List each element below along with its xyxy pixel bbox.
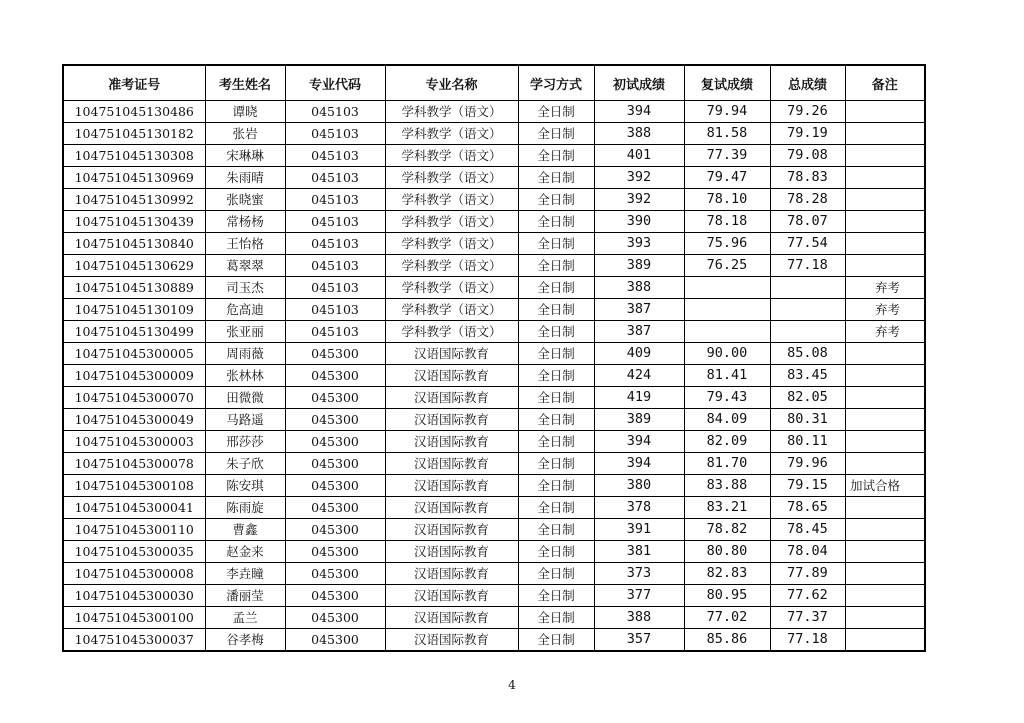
exam-id-cell: 104751045300108 bbox=[63, 475, 205, 497]
study-mode-cell: 全日制 bbox=[518, 145, 594, 167]
exam-id-cell: 104751045300035 bbox=[63, 541, 205, 563]
major-code-cell: 045300 bbox=[285, 409, 385, 431]
retest-score-cell: 80.95 bbox=[684, 585, 770, 607]
major-code-cell: 045300 bbox=[285, 431, 385, 453]
exam-id-cell: 104751045300110 bbox=[63, 519, 205, 541]
name-cell: 葛翠翠 bbox=[205, 255, 285, 277]
table-row bbox=[63, 585, 925, 607]
major-name-cell: 学科教学（语文） bbox=[385, 321, 518, 343]
remark-cell bbox=[845, 145, 925, 167]
major-code-cell: 045103 bbox=[285, 123, 385, 145]
retest-score-cell: 83.21 bbox=[684, 497, 770, 519]
remark-cell bbox=[845, 409, 925, 431]
table-row bbox=[63, 145, 925, 167]
remark-cell bbox=[845, 123, 925, 145]
study-mode-cell: 全日制 bbox=[518, 365, 594, 387]
exam-id-cell: 104751045300005 bbox=[63, 343, 205, 365]
remark-cell bbox=[845, 167, 925, 189]
total-score-cell: 77.62 bbox=[770, 585, 845, 607]
exam-id-cell: 104751045300078 bbox=[63, 453, 205, 475]
major-code-cell: 045103 bbox=[285, 255, 385, 277]
total-score-cell bbox=[770, 321, 845, 343]
major-code-cell: 045300 bbox=[285, 453, 385, 475]
study-mode-cell: 全日制 bbox=[518, 475, 594, 497]
remark-cell: 加试合格 bbox=[845, 475, 925, 497]
retest-score-cell: 83.88 bbox=[684, 475, 770, 497]
table-row bbox=[63, 431, 925, 453]
header-remark: 备注 bbox=[845, 65, 925, 101]
study-mode-cell: 全日制 bbox=[518, 585, 594, 607]
total-score-cell: 80.11 bbox=[770, 431, 845, 453]
table-row bbox=[63, 277, 925, 299]
table-row bbox=[63, 101, 925, 123]
total-score-cell: 77.54 bbox=[770, 233, 845, 255]
table-row bbox=[63, 343, 925, 365]
study-mode-cell: 全日制 bbox=[518, 519, 594, 541]
major-name-cell: 汉语国际教育 bbox=[385, 629, 518, 652]
retest-score-cell bbox=[684, 299, 770, 321]
remark-cell: 弃考 bbox=[845, 277, 925, 299]
exam-id-cell: 104751045130889 bbox=[63, 277, 205, 299]
table-row bbox=[63, 211, 925, 233]
header-exam-id: 准考证号 bbox=[63, 65, 205, 101]
initial-score-cell: 419 bbox=[594, 387, 684, 409]
major-code-cell: 045300 bbox=[285, 607, 385, 629]
major-name-cell: 学科教学（语文） bbox=[385, 211, 518, 233]
table-row bbox=[63, 475, 925, 497]
initial-score-cell: 389 bbox=[594, 255, 684, 277]
name-cell: 田微微 bbox=[205, 387, 285, 409]
table-row bbox=[63, 519, 925, 541]
major-name-cell: 汉语国际教育 bbox=[385, 343, 518, 365]
major-code-cell: 045103 bbox=[285, 277, 385, 299]
total-score-cell bbox=[770, 277, 845, 299]
retest-score-cell: 77.39 bbox=[684, 145, 770, 167]
major-name-cell: 汉语国际教育 bbox=[385, 409, 518, 431]
initial-score-cell: 394 bbox=[594, 431, 684, 453]
initial-score-cell: 392 bbox=[594, 189, 684, 211]
exam-id-cell: 104751045300037 bbox=[63, 629, 205, 652]
major-code-cell: 045300 bbox=[285, 343, 385, 365]
header-initial-score: 初试成绩 bbox=[594, 65, 684, 101]
name-cell: 赵金来 bbox=[205, 541, 285, 563]
study-mode-cell: 全日制 bbox=[518, 321, 594, 343]
name-cell: 周雨薇 bbox=[205, 343, 285, 365]
total-score-cell: 83.45 bbox=[770, 365, 845, 387]
retest-score-cell: 82.83 bbox=[684, 563, 770, 585]
remark-cell bbox=[845, 497, 925, 519]
major-name-cell: 学科教学（语文） bbox=[385, 277, 518, 299]
total-score-cell: 79.26 bbox=[770, 101, 845, 123]
header-study-mode: 学习方式 bbox=[518, 65, 594, 101]
name-cell: 陈雨旋 bbox=[205, 497, 285, 519]
initial-score-cell: 373 bbox=[594, 563, 684, 585]
name-cell: 谷孝梅 bbox=[205, 629, 285, 652]
name-cell: 潘丽莹 bbox=[205, 585, 285, 607]
major-code-cell: 045300 bbox=[285, 475, 385, 497]
score-table bbox=[62, 64, 926, 652]
major-code-cell: 045103 bbox=[285, 233, 385, 255]
retest-score-cell: 78.82 bbox=[684, 519, 770, 541]
table-row bbox=[63, 453, 925, 475]
study-mode-cell: 全日制 bbox=[518, 123, 594, 145]
total-score-cell: 79.15 bbox=[770, 475, 845, 497]
total-score-cell: 78.65 bbox=[770, 497, 845, 519]
name-cell: 王怡格 bbox=[205, 233, 285, 255]
remark-cell bbox=[845, 453, 925, 475]
retest-score-cell: 81.70 bbox=[684, 453, 770, 475]
name-cell: 朱雨晴 bbox=[205, 167, 285, 189]
retest-score-cell: 81.58 bbox=[684, 123, 770, 145]
name-cell: 宋琳琳 bbox=[205, 145, 285, 167]
major-name-cell: 学科教学（语文） bbox=[385, 101, 518, 123]
name-cell: 危高迪 bbox=[205, 299, 285, 321]
remark-cell bbox=[845, 541, 925, 563]
major-code-cell: 045300 bbox=[285, 585, 385, 607]
study-mode-cell: 全日制 bbox=[518, 101, 594, 123]
retest-score-cell: 79.47 bbox=[684, 167, 770, 189]
study-mode-cell: 全日制 bbox=[518, 409, 594, 431]
major-name-cell: 学科教学（语文） bbox=[385, 189, 518, 211]
table-row bbox=[63, 189, 925, 211]
major-name-cell: 汉语国际教育 bbox=[385, 585, 518, 607]
major-name-cell: 学科教学（语文） bbox=[385, 233, 518, 255]
study-mode-cell: 全日制 bbox=[518, 343, 594, 365]
major-name-cell: 学科教学（语文） bbox=[385, 145, 518, 167]
exam-id-cell: 104751045130629 bbox=[63, 255, 205, 277]
name-cell: 张林林 bbox=[205, 365, 285, 387]
study-mode-cell: 全日制 bbox=[518, 167, 594, 189]
total-score-cell: 79.08 bbox=[770, 145, 845, 167]
table-body bbox=[63, 101, 925, 652]
total-score-cell: 78.07 bbox=[770, 211, 845, 233]
exam-id-cell: 104751045300049 bbox=[63, 409, 205, 431]
major-code-cell: 045103 bbox=[285, 299, 385, 321]
table-row bbox=[63, 497, 925, 519]
initial-score-cell: 394 bbox=[594, 101, 684, 123]
exam-id-cell: 104751045130439 bbox=[63, 211, 205, 233]
initial-score-cell: 388 bbox=[594, 123, 684, 145]
major-name-cell: 汉语国际教育 bbox=[385, 607, 518, 629]
header-major-code: 专业代码 bbox=[285, 65, 385, 101]
exam-id-cell: 104751045130308 bbox=[63, 145, 205, 167]
major-code-cell: 045300 bbox=[285, 629, 385, 652]
major-name-cell: 学科教学（语文） bbox=[385, 255, 518, 277]
exam-id-cell: 104751045130486 bbox=[63, 101, 205, 123]
table-row bbox=[63, 123, 925, 145]
exam-id-cell: 104751045130499 bbox=[63, 321, 205, 343]
retest-score-cell: 75.96 bbox=[684, 233, 770, 255]
table-row bbox=[63, 629, 925, 652]
major-name-cell: 学科教学（语文） bbox=[385, 167, 518, 189]
initial-score-cell: 424 bbox=[594, 365, 684, 387]
initial-score-cell: 377 bbox=[594, 585, 684, 607]
exam-id-cell: 104751045300008 bbox=[63, 563, 205, 585]
initial-score-cell: 392 bbox=[594, 167, 684, 189]
major-code-cell: 045300 bbox=[285, 563, 385, 585]
remark-cell bbox=[845, 101, 925, 123]
initial-score-cell: 393 bbox=[594, 233, 684, 255]
study-mode-cell: 全日制 bbox=[518, 629, 594, 652]
total-score-cell: 85.08 bbox=[770, 343, 845, 365]
total-score-cell: 79.19 bbox=[770, 123, 845, 145]
header-total-score: 总成绩 bbox=[770, 65, 845, 101]
study-mode-cell: 全日制 bbox=[518, 189, 594, 211]
major-name-cell: 汉语国际教育 bbox=[385, 387, 518, 409]
retest-score-cell: 78.10 bbox=[684, 189, 770, 211]
total-score-cell: 77.18 bbox=[770, 255, 845, 277]
study-mode-cell: 全日制 bbox=[518, 277, 594, 299]
header-retest-score: 复试成绩 bbox=[684, 65, 770, 101]
retest-score-cell: 77.02 bbox=[684, 607, 770, 629]
study-mode-cell: 全日制 bbox=[518, 541, 594, 563]
major-name-cell: 汉语国际教育 bbox=[385, 497, 518, 519]
initial-score-cell: 387 bbox=[594, 321, 684, 343]
total-score-cell: 77.18 bbox=[770, 629, 845, 652]
study-mode-cell: 全日制 bbox=[518, 607, 594, 629]
exam-id-cell: 104751045130840 bbox=[63, 233, 205, 255]
name-cell: 孟兰 bbox=[205, 607, 285, 629]
major-code-cell: 045300 bbox=[285, 541, 385, 563]
major-code-cell: 045103 bbox=[285, 211, 385, 233]
total-score-cell: 77.37 bbox=[770, 607, 845, 629]
major-name-cell: 汉语国际教育 bbox=[385, 563, 518, 585]
major-code-cell: 045103 bbox=[285, 145, 385, 167]
major-name-cell: 汉语国际教育 bbox=[385, 519, 518, 541]
study-mode-cell: 全日制 bbox=[518, 563, 594, 585]
total-score-cell: 77.89 bbox=[770, 563, 845, 585]
initial-score-cell: 357 bbox=[594, 629, 684, 652]
major-name-cell: 学科教学（语文） bbox=[385, 123, 518, 145]
table-row bbox=[63, 409, 925, 431]
table-row bbox=[63, 233, 925, 255]
table-row bbox=[63, 365, 925, 387]
major-name-cell: 汉语国际教育 bbox=[385, 365, 518, 387]
exam-id-cell: 104751045300100 bbox=[63, 607, 205, 629]
header-name: 考生姓名 bbox=[205, 65, 285, 101]
name-cell: 谭晓 bbox=[205, 101, 285, 123]
header-row bbox=[63, 65, 925, 101]
exam-id-cell: 104751045300030 bbox=[63, 585, 205, 607]
remark-cell bbox=[845, 607, 925, 629]
major-code-cell: 045103 bbox=[285, 189, 385, 211]
retest-score-cell: 79.43 bbox=[684, 387, 770, 409]
retest-score-cell bbox=[684, 277, 770, 299]
exam-id-cell: 104751045130992 bbox=[63, 189, 205, 211]
initial-score-cell: 388 bbox=[594, 607, 684, 629]
study-mode-cell: 全日制 bbox=[518, 497, 594, 519]
study-mode-cell: 全日制 bbox=[518, 233, 594, 255]
remark-cell bbox=[845, 629, 925, 652]
total-score-cell: 82.05 bbox=[770, 387, 845, 409]
retest-score-cell: 79.94 bbox=[684, 101, 770, 123]
remark-cell bbox=[845, 585, 925, 607]
name-cell: 马路遥 bbox=[205, 409, 285, 431]
remark-cell bbox=[845, 189, 925, 211]
study-mode-cell: 全日制 bbox=[518, 431, 594, 453]
table-row bbox=[63, 607, 925, 629]
retest-score-cell: 90.00 bbox=[684, 343, 770, 365]
retest-score-cell: 78.18 bbox=[684, 211, 770, 233]
retest-score-cell: 80.80 bbox=[684, 541, 770, 563]
exam-id-cell: 104751045130969 bbox=[63, 167, 205, 189]
retest-score-cell: 76.25 bbox=[684, 255, 770, 277]
remark-cell: 弃考 bbox=[845, 299, 925, 321]
total-score-cell: 78.04 bbox=[770, 541, 845, 563]
total-score-cell: 79.96 bbox=[770, 453, 845, 475]
retest-score-cell: 82.09 bbox=[684, 431, 770, 453]
remark-cell bbox=[845, 519, 925, 541]
name-cell: 张岩 bbox=[205, 123, 285, 145]
name-cell: 张亚丽 bbox=[205, 321, 285, 343]
remark-cell bbox=[845, 563, 925, 585]
exam-id-cell: 104751045130109 bbox=[63, 299, 205, 321]
retest-score-cell: 84.09 bbox=[684, 409, 770, 431]
study-mode-cell: 全日制 bbox=[518, 255, 594, 277]
major-name-cell: 汉语国际教育 bbox=[385, 475, 518, 497]
remark-cell bbox=[845, 431, 925, 453]
table-row bbox=[63, 541, 925, 563]
name-cell: 邢莎莎 bbox=[205, 431, 285, 453]
initial-score-cell: 394 bbox=[594, 453, 684, 475]
initial-score-cell: 401 bbox=[594, 145, 684, 167]
study-mode-cell: 全日制 bbox=[518, 299, 594, 321]
total-score-cell: 78.83 bbox=[770, 167, 845, 189]
table-row bbox=[63, 387, 925, 409]
major-code-cell: 045103 bbox=[285, 321, 385, 343]
initial-score-cell: 391 bbox=[594, 519, 684, 541]
initial-score-cell: 387 bbox=[594, 299, 684, 321]
major-name-cell: 学科教学（语文） bbox=[385, 299, 518, 321]
header-major-name: 专业名称 bbox=[385, 65, 518, 101]
initial-score-cell: 409 bbox=[594, 343, 684, 365]
table-row bbox=[63, 255, 925, 277]
major-name-cell: 汉语国际教育 bbox=[385, 431, 518, 453]
exam-id-cell: 104751045130182 bbox=[63, 123, 205, 145]
initial-score-cell: 378 bbox=[594, 497, 684, 519]
table-row bbox=[63, 167, 925, 189]
total-score-cell: 78.28 bbox=[770, 189, 845, 211]
retest-score-cell bbox=[684, 321, 770, 343]
remark-cell bbox=[845, 255, 925, 277]
exam-id-cell: 104751045300070 bbox=[63, 387, 205, 409]
major-name-cell: 汉语国际教育 bbox=[385, 453, 518, 475]
remark-cell bbox=[845, 211, 925, 233]
remark-cell bbox=[845, 233, 925, 255]
table-row bbox=[63, 321, 925, 343]
name-cell: 常杨杨 bbox=[205, 211, 285, 233]
total-score-cell: 78.45 bbox=[770, 519, 845, 541]
retest-score-cell: 85.86 bbox=[684, 629, 770, 652]
major-code-cell: 045300 bbox=[285, 497, 385, 519]
remark-cell: 弃考 bbox=[845, 321, 925, 343]
total-score-cell: 80.31 bbox=[770, 409, 845, 431]
major-code-cell: 045300 bbox=[285, 387, 385, 409]
major-name-cell: 汉语国际教育 bbox=[385, 541, 518, 563]
initial-score-cell: 389 bbox=[594, 409, 684, 431]
study-mode-cell: 全日制 bbox=[518, 453, 594, 475]
table-row bbox=[63, 563, 925, 585]
name-cell: 陈安琪 bbox=[205, 475, 285, 497]
major-code-cell: 045103 bbox=[285, 101, 385, 123]
total-score-cell bbox=[770, 299, 845, 321]
major-code-cell: 045300 bbox=[285, 519, 385, 541]
exam-id-cell: 104751045300041 bbox=[63, 497, 205, 519]
remark-cell bbox=[845, 343, 925, 365]
retest-score-cell: 81.41 bbox=[684, 365, 770, 387]
name-cell: 司玉杰 bbox=[205, 277, 285, 299]
study-mode-cell: 全日制 bbox=[518, 211, 594, 233]
initial-score-cell: 388 bbox=[594, 277, 684, 299]
table-row bbox=[63, 299, 925, 321]
exam-id-cell: 104751045300003 bbox=[63, 431, 205, 453]
remark-cell bbox=[845, 365, 925, 387]
initial-score-cell: 390 bbox=[594, 211, 684, 233]
remark-cell bbox=[845, 387, 925, 409]
major-code-cell: 045103 bbox=[285, 167, 385, 189]
exam-id-cell: 104751045300009 bbox=[63, 365, 205, 387]
major-code-cell: 045300 bbox=[285, 365, 385, 387]
page-number: 4 bbox=[508, 678, 516, 692]
initial-score-cell: 381 bbox=[594, 541, 684, 563]
initial-score-cell: 380 bbox=[594, 475, 684, 497]
name-cell: 曹鑫 bbox=[205, 519, 285, 541]
name-cell: 朱子欣 bbox=[205, 453, 285, 475]
name-cell: 李垚瞳 bbox=[205, 563, 285, 585]
name-cell: 张晓蜜 bbox=[205, 189, 285, 211]
study-mode-cell: 全日制 bbox=[518, 387, 594, 409]
